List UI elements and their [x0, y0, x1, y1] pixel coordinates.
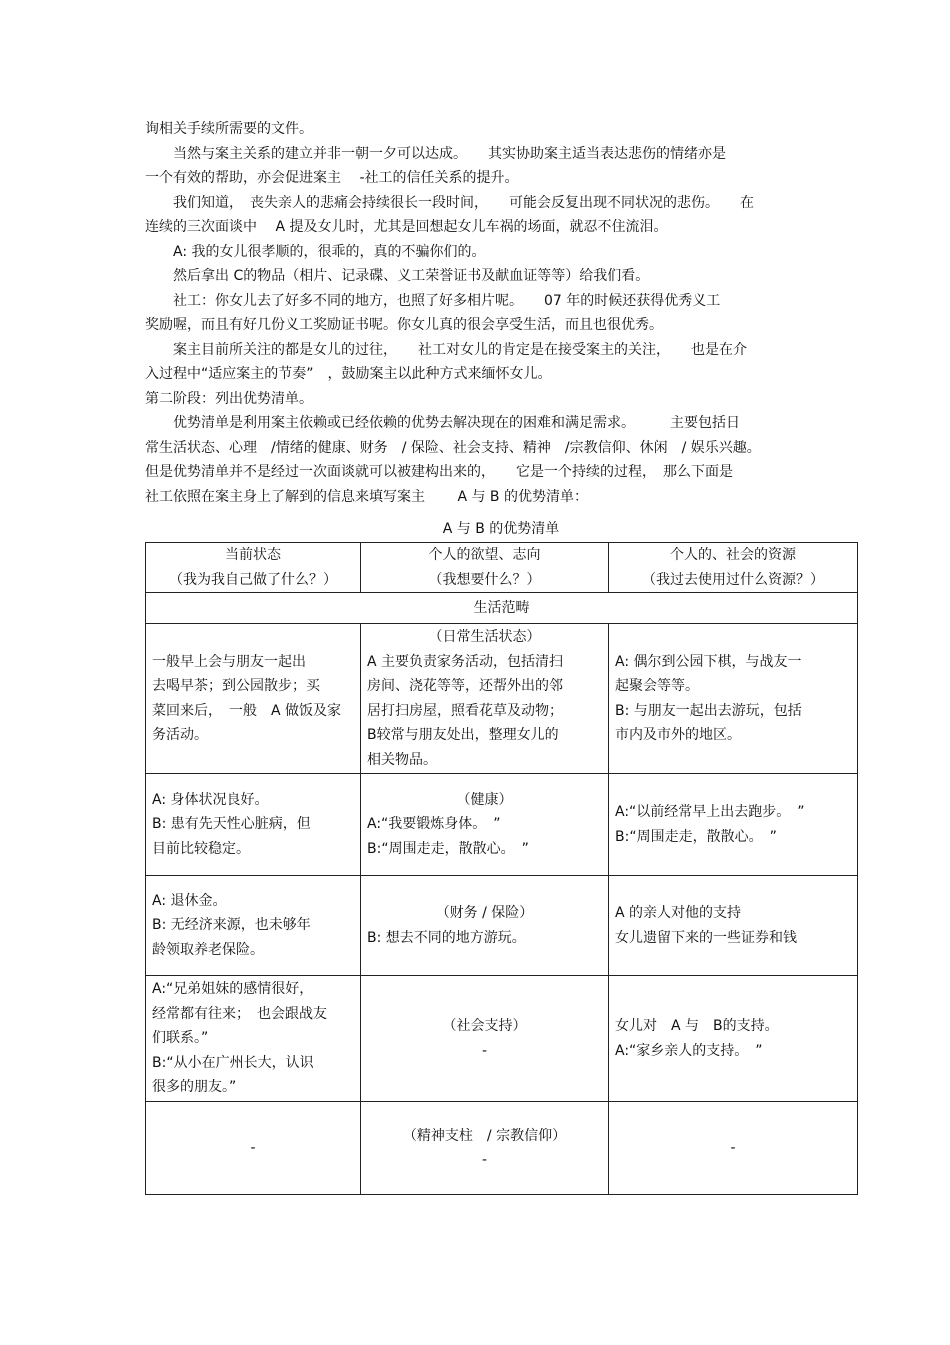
text-line: 案主目前所关注的都是女儿的过往， 社工对女儿的肯定是在接受案主的关注， 也是在介	[145, 341, 747, 358]
cell-current-status	[146, 624, 361, 774]
text-line: 入过程中“适应案主的节奏” ，鼓励案主以此种方式来缅怀女儿。	[145, 366, 552, 382]
text-line: 当然与案主关系的建立并非一朝一夕可以达成。 其实协助案主适当表达悲伤的情绪亦是	[145, 145, 726, 162]
cell-line: 一般早上会与朋友一起出	[152, 653, 306, 670]
category-label: （精神支柱 / 宗教信仰）	[402, 1127, 567, 1144]
table-row	[146, 976, 858, 1102]
text-line: 连续的三次面谈中 A 提及女儿时，尤其是回想起女儿车祸的场面，就忍不住流泪。	[145, 219, 668, 235]
category-label: （财务 / 保险）	[435, 905, 534, 921]
cell-line: B: 与朋友一起出去游玩，包括	[615, 702, 802, 719]
cell-line: 相关物品。	[367, 751, 437, 768]
strengths-table	[145, 542, 858, 1195]
cell-line: 经常都有往来； 也会跟战友	[152, 1005, 327, 1022]
header-resources	[609, 543, 858, 593]
header-sublabel: （我想要什么？）	[428, 571, 541, 588]
cell-line: 很多的朋友。”	[152, 1079, 237, 1096]
cell-line: -	[250, 1139, 256, 1156]
cell-line: 女儿对 A 与 B的支持。	[615, 1018, 779, 1034]
category-label: （健康）	[456, 791, 513, 808]
header-label: 当前状态	[225, 547, 281, 563]
text-line: 询相关手续所需要的文件。	[145, 121, 313, 137]
header-sublabel: （我过去使用过什么资源？）	[642, 571, 824, 588]
category-label: （社会支持）	[442, 1018, 527, 1034]
cell-line: A:“我要锻炼身体。 ”	[367, 816, 501, 833]
cell-personal-wishes	[361, 624, 609, 774]
cell-personal-wishes	[361, 876, 609, 976]
table-caption: A 与 B 的优势清单	[442, 521, 560, 537]
cell-current-status	[146, 774, 361, 876]
text-line: 奖励喔，而且有好几份义工奖励证书呢。你女儿真的很会享受生活，而且也很优秀。	[145, 317, 663, 333]
cell-line: 务活动。	[152, 727, 208, 743]
text-line: 然后拿出 C的物品（相片、记录碟、义工荣誉证书及献血证等等）给我们看。	[145, 268, 650, 284]
cell-line: A:“家乡亲人的支持。 ”	[615, 1042, 763, 1059]
text-line: 社工依照在案主身上了解到的信息来填写案主 A 与 B 的优势清单：	[145, 488, 588, 505]
section-row	[146, 593, 858, 624]
cell-line: B:“周围走走，散散心。 ”	[367, 840, 529, 857]
cell-line: B较常与朋友处出，整理女儿的	[367, 727, 559, 743]
cell-line: 居打扫房屋，照看花草及动物；	[367, 702, 563, 719]
text-line: A: 我的女儿很孝顺的，很乖的，真的不骗你们的。	[145, 243, 486, 260]
header-current-status	[146, 543, 361, 593]
cell-line: A:“以前经常早上出去跑步。 ”	[615, 804, 805, 820]
section-label: 生活范畴	[146, 593, 858, 624]
cell-line: -	[481, 1042, 488, 1059]
intro-paragraphs	[145, 117, 815, 509]
cell-current-status	[146, 1102, 361, 1195]
table-row	[146, 876, 858, 976]
cell-line: 目前比较稳定。	[152, 840, 250, 857]
cell-line: 去喝早茶；到公园散步；买	[152, 678, 320, 694]
table-row	[146, 624, 858, 774]
cell-line: -	[481, 1152, 488, 1168]
cell-line: 房间、浇花等等，还帮外出的邻	[367, 678, 563, 694]
cell-line: -	[730, 1139, 736, 1156]
text-line: 社工：你女儿去了好多不同的地方，也照了好多相片呢。 07 年的时候还获得优秀义工	[145, 292, 721, 309]
cell-current-status	[146, 976, 361, 1102]
table-row	[146, 774, 858, 876]
cell-personal-wishes	[361, 976, 609, 1102]
cell-line: 市内及市外的地区。	[615, 727, 741, 743]
cell-line: B:“周围走走，散散心。 ”	[615, 828, 777, 845]
cell-resources	[609, 1102, 858, 1195]
cell-line: 菜回来后， 一般 A 做饭及家	[152, 702, 342, 719]
cell-personal-wishes	[361, 774, 609, 876]
cell-line: B: 无经济来源，也未够年	[152, 917, 311, 934]
cell-line: A 主要负责家务活动，包括清扫	[367, 653, 564, 670]
cell-line: 龄领取养老保险。	[152, 941, 264, 958]
cell-resources	[609, 976, 858, 1102]
header-label: 个人的欲望、志向	[428, 547, 541, 563]
cell-line: B: 患有先天性心脏病，但	[152, 816, 311, 833]
cell-line: A 的亲人对他的支持	[615, 905, 742, 921]
table-header-row	[146, 543, 858, 593]
cell-resources	[609, 624, 858, 774]
cell-line: B: 想去不同的地方游玩。	[367, 929, 526, 946]
cell-resources	[609, 774, 858, 876]
header-personal-wishes	[361, 543, 609, 593]
text-line: 但是优势清单并不是经过一次面谈就可以被建构出来的， 它是一个持续的过程， 那么下面是	[145, 464, 733, 480]
table-row	[146, 1102, 858, 1195]
cell-line: 们联系。”	[152, 1030, 209, 1047]
cell-line: 起聚会等等。	[615, 678, 699, 694]
text-line: 一个有效的帮助，亦会促进案主 -社工的信任关系的提升。	[145, 170, 519, 186]
text-line: 我们知道， 丧失亲人的悲痛会持续很长一段时间， 可能会反复出现不同状况的悲伤。 在	[145, 194, 754, 211]
cell-line: A: 偶尔到公园下棋，与战友一	[615, 653, 802, 670]
header-sublabel: （我为我自己做了什么？）	[169, 571, 337, 588]
text-line: 常生活状态、心理 /情绪的健康、财务 / 保险、社会支持、精神 /宗教信仰、休闲 / 娱乐兴趣。	[145, 439, 761, 456]
header-label: 个人的、社会的资源	[670, 547, 796, 563]
cell-line: A: 退休金。	[152, 892, 227, 909]
section-heading: 第二阶段：列出优势清单。	[145, 390, 313, 407]
cell-personal-wishes	[361, 1102, 609, 1195]
cell-line: A: 身体状况良好。	[152, 791, 269, 808]
cell-resources	[609, 876, 858, 976]
cell-current-status	[146, 876, 361, 976]
cell-line: 女儿遗留下来的一些证券和钱	[615, 929, 797, 946]
text-line: 优势清单是利用案主依赖或已经依赖的优势去解决现在的困难和满足需求。 主要包括日	[145, 415, 740, 431]
category-label: （日常生活状态）	[428, 629, 541, 645]
cell-line: B:“从小在广州长大，认识	[152, 1054, 314, 1071]
cell-line: A:“兄弟姐妹的感情很好，	[152, 981, 314, 998]
